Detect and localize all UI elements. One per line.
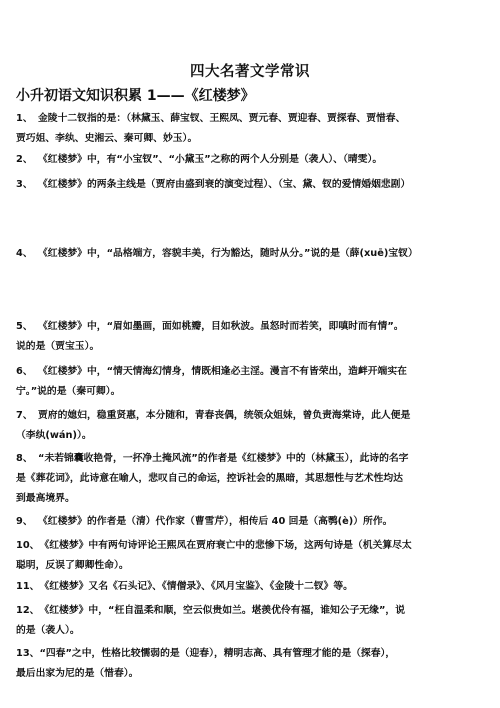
- list-item: [16, 449, 484, 509]
- item-text: “未若锦囊收艳骨，一抔净土掩风流”的作者是《红楼梦》中的（林黛玉），此诗的名字: [38, 453, 409, 464]
- list-item: [16, 536, 484, 576]
- item-text: 《红楼梦》中，“枉自温柔和顺，空云似贵如兰。堪羡优伶有福，谁知公子无缘”，说: [39, 605, 406, 616]
- item-number: 11、: [16, 581, 40, 592]
- item-text: 《红楼梦》的两条主线是（贾府由盛到衰的演变过程）、（宝、黛、钗的爱情婚姻悲剧）: [38, 179, 411, 190]
- item-text: 是《葬花词》，此诗意在喻人，悲叹自己的命运，控诉社会的黑暗，其思想性与艺术性均达: [16, 473, 403, 484]
- item-text: 聪明，反误了卿卿性命）。: [16, 560, 129, 571]
- list-item: [16, 406, 484, 446]
- item-text: 说的是（贾宝玉）。: [16, 341, 100, 352]
- item-text: 宁。”说的是（秦可卿）。: [16, 386, 121, 397]
- item-text: 《红楼梦》中，有“小宝钗”、“小黛玉”之称的两个人分别是（袭人）、（晴雯）。: [38, 154, 383, 165]
- item-number: 9、: [16, 516, 33, 527]
- item-number: 13、: [16, 648, 40, 659]
- document-subtitle: 小升初语文知识积累 1——《红楼梦》: [16, 88, 255, 104]
- item-text: 贾府的媳妇，稳重贤惠，本分随和，青春丧偶，统领众姐妹，曾负责海棠诗，此人便是: [38, 410, 411, 421]
- item-text: 《红楼梦》中，“情天情海幻情身，情既相逢必主淫。漫言不有皆荣出，造衅开端实在: [38, 366, 407, 377]
- item-number: 6、: [16, 366, 33, 377]
- item-text: 最后出家为尼的是（惜春）。: [16, 668, 139, 679]
- list-item: [16, 601, 484, 641]
- item-text: 《红楼梦》中，“品格端方，容貌丰美，行为豁达，随时从分。”说的是（薛(xuē)宝钗）: [38, 248, 418, 259]
- item-number: 5、: [16, 321, 33, 332]
- item-text: 的是（袭人）。: [16, 625, 80, 636]
- item-number: 1、: [16, 113, 33, 124]
- item-number: 8、: [16, 453, 33, 464]
- item-number: 12、: [16, 605, 40, 616]
- item-text: 金陵十二钗指的是：（林黛玉、薛宝钗、王熙凤、贾元春、贾迎春、贾探春、贾惜春、: [38, 113, 406, 124]
- list-item: [16, 109, 484, 149]
- list-item: [16, 577, 484, 597]
- list-item: [16, 244, 484, 264]
- item-number: 2、: [16, 154, 33, 165]
- item-text: 到最高境界。: [16, 493, 75, 504]
- document-title: 四大名著文学常识: [190, 64, 310, 80]
- list-item: [16, 644, 484, 684]
- list-item: [16, 362, 484, 402]
- item-text: 《红楼梦》中，“眉如墨画，面如桃瓣，目如秋波。虽怒时而若笑，即嗔时而有情”。: [38, 321, 404, 332]
- item-number: 7、: [16, 410, 33, 421]
- item-text: （李纨(wán)）。: [16, 430, 92, 441]
- list-item: [16, 512, 484, 532]
- item-text: 贾巧姐、李纨、史湘云、秦可卿、妙玉）。: [16, 133, 198, 144]
- list-item: [16, 175, 484, 195]
- item-number: 3、: [16, 179, 33, 190]
- item-text: “四春”之中，性格比较懦弱的是（迎春），精明志高、具有管理才能的是（探春），: [39, 648, 396, 659]
- list-item: [16, 317, 484, 357]
- item-text: 《红楼梦》中有两句诗评论王熙凤在贾府衰亡中的悲惨下场，这两句诗是（机关算尽太: [39, 540, 412, 551]
- item-number: 4、: [16, 248, 33, 259]
- item-number: 10、: [16, 540, 40, 551]
- item-text: 《红楼梦》又名《石头记》、《情僧录》、《风月宝鉴》、《金陵十二钗》等。: [39, 581, 353, 592]
- list-item: [16, 150, 484, 170]
- item-text: 《红楼梦》的作者是（清）代作家（曹雪芹），相传后 40 回是（高鹗(è)）所作。: [38, 516, 393, 527]
